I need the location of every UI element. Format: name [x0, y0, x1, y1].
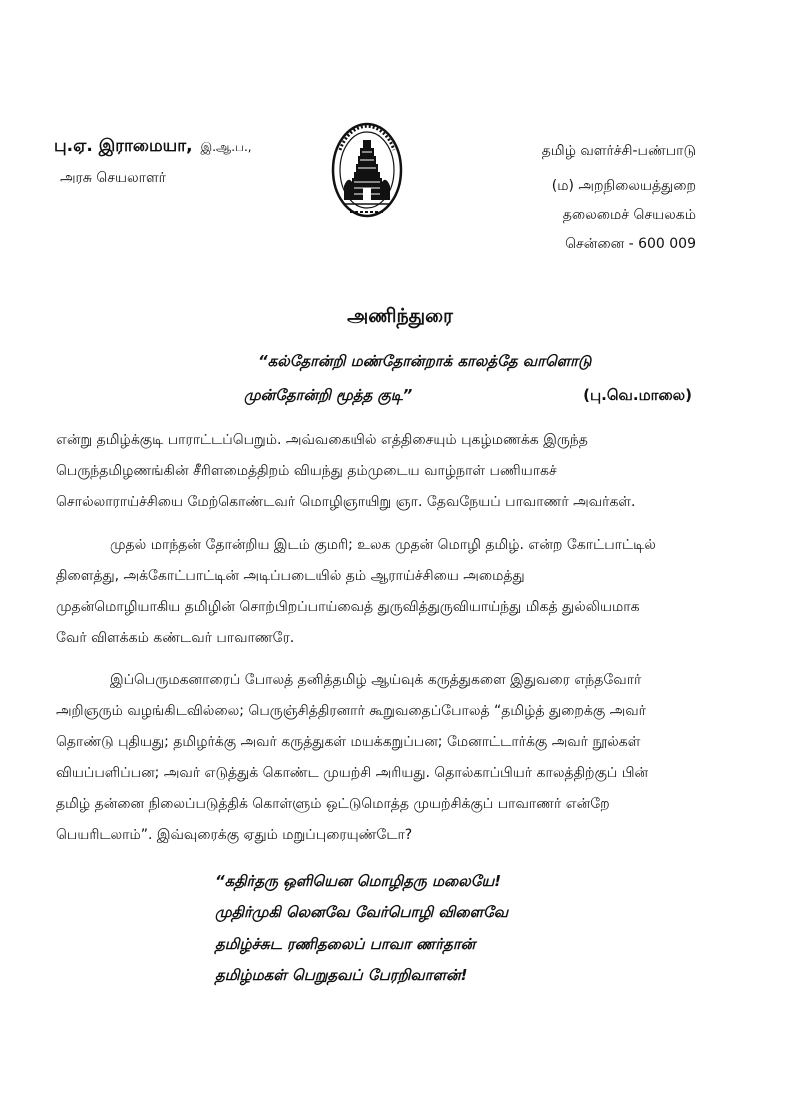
closing-verse-line: “கதிர்தரு ஒளியென மொழிதரு மலையே! [215, 872, 502, 890]
paragraph-line: வேர் விளக்கம் கண்டவர் பாவாணரே. [56, 630, 295, 646]
paragraph-line: பெருந்தமிழணங்கின் சீரிளமைத்திறம் வியந்து தம்முடைய வாழ்நாள் பணியாகச் [56, 463, 557, 479]
paragraph-line: என்று தமிழ்க்குடி பாராட்டப்பெறும். அவ்வகையில் எத்திசையும் புகழ்மணக்க இருந்த [56, 432, 588, 448]
body-paragraph [56, 530, 706, 654]
paragraph-line: தொண்டு புதியது; தமிழர்க்கு அவர் கருத்துகள் மயக்கறுப்பன; மேனாட்டார்க்கு அவர் நூல்கள் [56, 734, 641, 750]
department-line: தலைமைச் செயலகம் [562, 207, 696, 223]
tamil-nadu-government-emblem-icon [330, 120, 404, 224]
department-line: தமிழ் வளர்ச்சி-பண்பாடு [541, 143, 696, 159]
sender-title: அரசு செயலாளர் [60, 170, 166, 186]
paragraph-line: சொல்லாராய்ச்சியை மேற்கொண்டவர் மொழிஞாயிறு ஞா. தேவநேயப் பாவாணர் அவர்கள். [56, 494, 636, 510]
opening-quote-line: முன்தோன்றி மூத்த குடி” [244, 386, 413, 404]
closing-verse-line: தமிழ்மகள் பெறுதவப் பேரறிவாளன்! [215, 966, 468, 984]
closing-verse-line: முதிர்முகி லெனவே வேர்பொழி விளைவே [215, 903, 509, 921]
opening-quote-line: “கல்தோன்றி மண்தோன்றாக் காலத்தே வாளொடு [258, 352, 592, 370]
body-paragraph [56, 665, 706, 851]
paragraph-line: முதல் மாந்தன் தோன்றிய இடம் குமரி; உலக முதன் மொழி தமிழ். என்ற கோட்பாட்டில் [110, 537, 656, 553]
sender-degree: இ.ஆ.ப., [200, 140, 252, 154]
department-line: (ம) அறநிலையத்துறை [551, 178, 696, 194]
body-paragraph [56, 425, 706, 518]
quote-source: (பு.வெ.மாலை) [583, 386, 692, 404]
closing-verse-line: தமிழ்ச்சுட ரணிதலைப் பாவா ணர்தான் [215, 935, 476, 953]
paragraph-line: வியப்பளிப்பன; அவர் எடுத்துக் கொண்ட முயற்சி அரியது. தொல்காப்பியர் காலத்திற்குப் பின் [56, 765, 649, 781]
sender-name: பு.ஏ. இராமையா, இ.ஆ.ப., [54, 136, 252, 156]
paragraph-line: முதன்மொழியாகிய தமிழின் சொற்பிறப்பாய்வைத் துருவித்துருவியாய்ந்து மிகத் துல்லியமாக [56, 599, 640, 615]
paragraph-line: தமிழ் தன்னை நிலைப்படுத்திக் கொள்ளும் ஒட்டுமொத்த முயற்சிக்குப் பாவாணர் என்றே [56, 796, 610, 812]
paragraph-line: பெயரிடலாம்”. இவ்வுரைக்கு ஏதும் மறுப்புரையுண்டோ? [56, 827, 413, 843]
paragraph-line: அறிஞரும் வழங்கிடவில்லை; பெருஞ்சித்திரனார் கூறுவதைப்போலத் “தமிழ்த் துறைக்கு அவர் [56, 703, 646, 719]
paragraph-line: இப்பெருமகனாரைப் போலத் தனித்தமிழ் ஆய்வுக் கருத்துகளை இதுவரை எந்தவோர் [110, 672, 642, 688]
paragraph-line: திளைத்து, அக்கோட்பாட்டின் அடிப்படையில் தம் ஆராய்ச்சியை அமைத்து [56, 568, 525, 584]
department-line: சென்னை - 600 009 [565, 236, 696, 252]
document-heading: அணிந்துரை [347, 305, 453, 327]
